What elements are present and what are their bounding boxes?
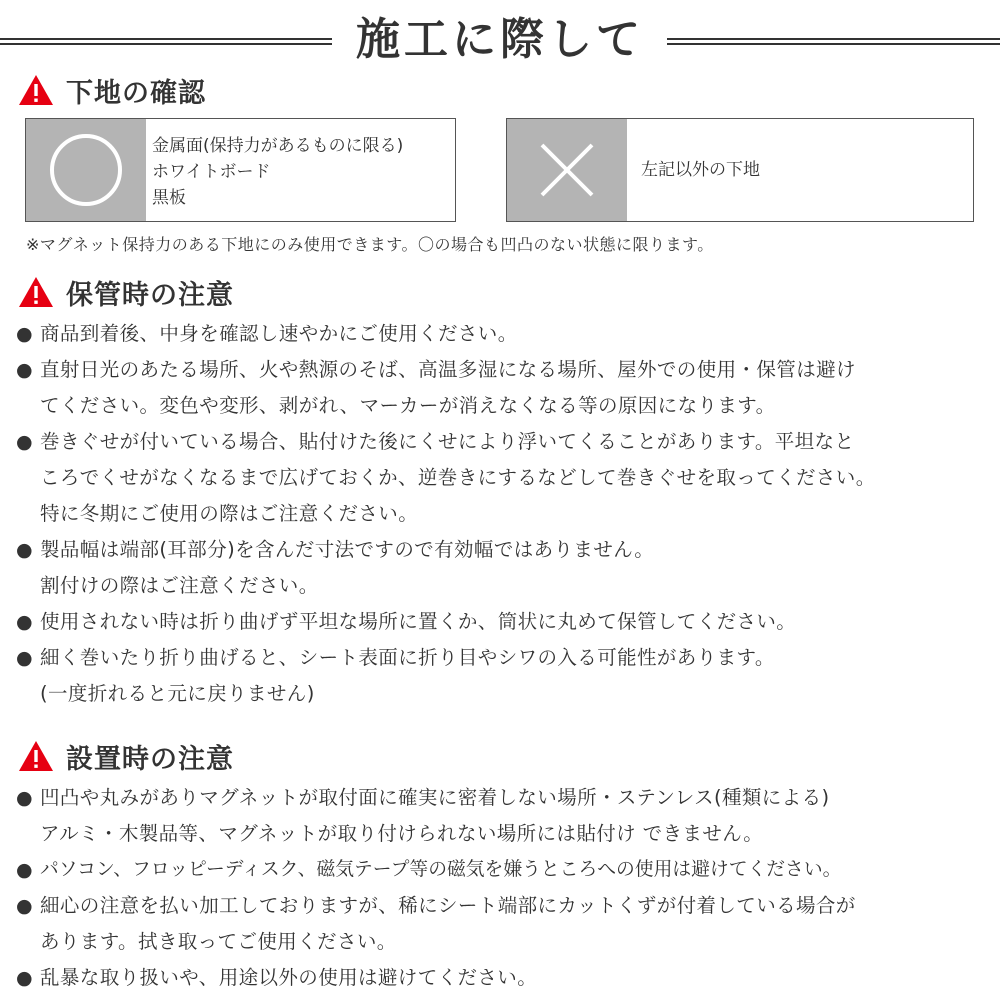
list-item-line: 乱暴な取り扱いや、用途以外の使用は避けてください。 bbox=[40, 966, 538, 989]
list-item bbox=[16, 424, 876, 532]
ng-substrate-box bbox=[506, 118, 974, 222]
list-item-line: あります。拭き取ってご使用ください。 bbox=[40, 930, 397, 953]
circle-ok-icon bbox=[46, 130, 126, 210]
list-item bbox=[16, 960, 856, 996]
list-item bbox=[16, 604, 876, 640]
list-item-line: 細く巻いたり折り曲げると、シート表面に折り目やシワの入る可能性があります。 bbox=[40, 646, 775, 669]
section-install-heading bbox=[18, 736, 234, 776]
bullet-icon: ● bbox=[16, 859, 33, 881]
ng-thumb bbox=[507, 119, 627, 221]
list-item-line: 直射日光のあたる場所、火や熱源のそば、高温多湿になる場所、屋外での使用・保管は避け bbox=[40, 358, 856, 381]
list-item-line: 商品到着後、中身を確認し速やかにご使用ください。 bbox=[40, 322, 518, 345]
section-title: 保管時の注意 bbox=[66, 279, 234, 311]
list-item-line: 巻きぐせが付いている場合、貼付けた後にくせにより浮いてくることがあります。平坦なと bbox=[40, 430, 855, 453]
section-title: 設置時の注意 bbox=[66, 743, 234, 775]
ok-substrate-line: 金属面(保持力があるものに限る) bbox=[152, 136, 404, 156]
list-item-line: 使用されない時は折り曲げず平坦な場所に置くか、筒状に丸めて保管してください。 bbox=[40, 610, 797, 633]
storage-notes-list bbox=[16, 316, 876, 712]
ok-substrate-line: 黒板 bbox=[152, 188, 186, 208]
list-item-line: (一度折れると元に戻りません) bbox=[40, 682, 315, 705]
list-item-line: 割付けの際はご注意ください。 bbox=[40, 574, 319, 597]
bullet-icon: ● bbox=[16, 431, 33, 453]
ok-substrate-box bbox=[25, 118, 456, 222]
list-item-line: アルミ・木製品等、マグネットが取り付けられない場所には貼付け できません。 bbox=[40, 822, 764, 845]
bullet-icon: ● bbox=[16, 323, 33, 345]
title-rule-left bbox=[0, 38, 332, 45]
ng-substrate-text: 左記以外の下地 bbox=[641, 160, 760, 180]
list-item bbox=[16, 888, 856, 960]
list-item-line: てください。変色や変形、剥がれ、マーカーが消えなくなる等の原因になります。 bbox=[40, 394, 776, 417]
list-item bbox=[16, 780, 856, 852]
list-item-line: 細心の注意を払い加工しておりますが、稀にシート端部にカットくずが付着している場合が bbox=[40, 894, 856, 917]
list-item bbox=[16, 640, 876, 712]
list-item-line: 特に冬期にご使用の際はご注意ください。 bbox=[40, 502, 419, 525]
list-item bbox=[16, 532, 876, 604]
page-title: 施工に際して bbox=[356, 14, 644, 65]
ok-thumb bbox=[26, 119, 146, 221]
list-item-line: 凹凸や丸みがありマグネットが取付面に確実に密着しない場所・ステンレス(種類による) bbox=[40, 786, 830, 809]
bullet-icon: ● bbox=[16, 647, 33, 669]
bullet-icon: ● bbox=[16, 787, 33, 809]
list-item-line: 製品幅は端部(耳部分)を含んだ寸法ですので有効幅ではありません。 bbox=[40, 538, 655, 561]
list-item bbox=[16, 852, 856, 888]
ok-substrate-list bbox=[152, 133, 403, 211]
warning-icon bbox=[18, 740, 54, 772]
section-substrate-heading bbox=[18, 70, 206, 110]
bullet-icon: ● bbox=[16, 539, 33, 561]
page-header bbox=[0, 12, 1000, 68]
section-title: 下地の確認 bbox=[66, 77, 206, 109]
substrate-note: ※マグネット保持力のある下地にのみ使用できます。〇の場合も凹凸のない状態に限ります。 bbox=[26, 235, 714, 254]
bullet-icon: ● bbox=[16, 359, 33, 381]
bullet-icon: ● bbox=[16, 895, 33, 917]
list-item-line: ころでくせがなくなるまで広げておくか、逆巻きにするなどして巻きぐせを取ってください。 bbox=[40, 466, 876, 489]
list-item bbox=[16, 352, 876, 424]
install-notes-list bbox=[16, 780, 856, 996]
bullet-icon: ● bbox=[16, 611, 33, 633]
warning-icon bbox=[18, 74, 54, 106]
bullet-icon: ● bbox=[16, 967, 33, 989]
title-rule-right bbox=[667, 38, 1000, 45]
warning-icon bbox=[18, 276, 54, 308]
list-item bbox=[16, 316, 876, 352]
cross-ng-icon bbox=[532, 135, 602, 205]
ok-substrate-line: ホワイトボード bbox=[152, 162, 271, 182]
list-item-line: パソコン、フロッピーディスク、磁気テープ等の磁気を嫌うところへの使用は避けてください。 bbox=[40, 859, 842, 880]
section-storage-heading bbox=[18, 272, 234, 312]
